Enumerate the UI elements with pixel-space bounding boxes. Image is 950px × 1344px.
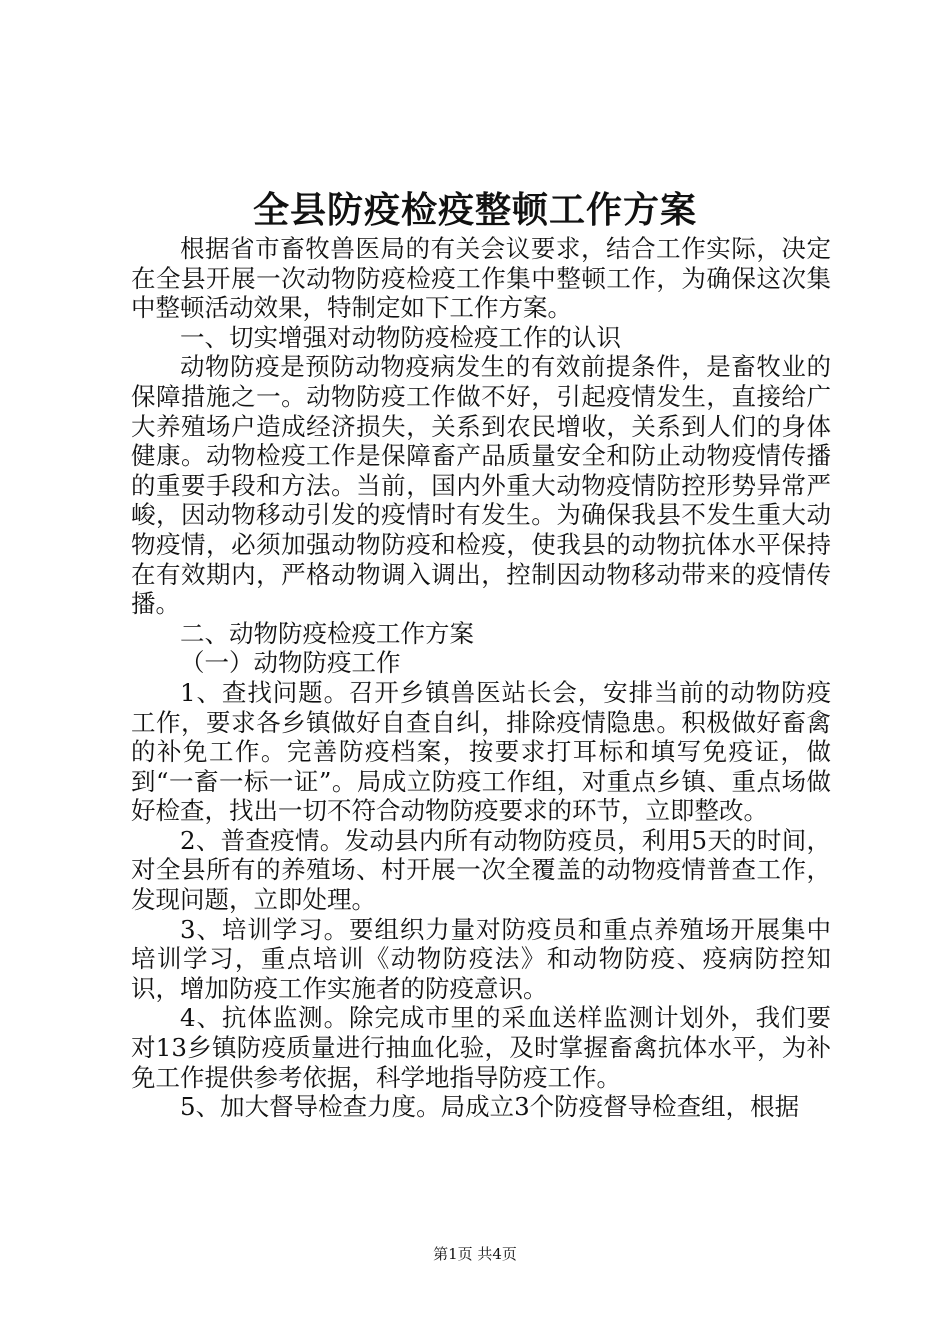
document-title: 全县防疫检疫整顿工作方案 xyxy=(252,189,697,231)
document-body xyxy=(131,234,831,1122)
paragraph-item-5: 5、加大督导检查力度。局成立3个防疫督导检查组，根据 xyxy=(180,1092,800,1122)
heading-subsection-1: （一）动物防疫工作 xyxy=(180,648,401,678)
paragraph-item-1: 1、查找问题。召开乡镇兽医站长会，安排当前的动物防疫工作，要求各乡镇做好自查自纠，排除疫情隐患。积极做好畜禽的补免工作。完善防疫档案，按要求打耳标和填写免疫证，做到“一畜一标一证”。局成立防疫工作组，对重点乡镇、重点场做好检查，找出一切不符合动物防疫要求的环节，立即整改。 xyxy=(131,677,831,826)
heading-section-1: 一、切实增强对动物防疫检疫工作的认识 xyxy=(180,322,621,352)
paragraph-intro: 根据省市畜牧兽医局的有关会议要求，结合工作实际，决定在全县开展一次动物防疫检疫工作集中整顿工作，为确保这次集中整顿活动效果，特制定如下工作方案。 xyxy=(131,234,831,323)
paragraph-item-3: 3、培训学习。要组织力量对防疫员和重点养殖场开展集中培训学习，重点培训《动物防疫法》和动物防疫、疫病防控知识，增加防疫工作实施者的防疫意识。 xyxy=(131,914,831,1003)
paragraph-section-1: 动物防疫是预防动物疫病发生的有效前提条件，是畜牧业的保障措施之一。动物防疫工作做不好，引起疫情发生，直接给广大养殖场户造成经济损失，关系到农民增收，关系到人们的身体健康。动物检疫工作是保障畜产品质量安全和防止动物疫情传播的重要手段和方法。当前，国内外重大动物疫情防控形势异常严峻，因动物移动引发的疫情时有发生。为确保我县不发生重大动物疫情，必须加强动物防疫和检疫，使我县的动物抗体水平保持在有效期内，严格动物调入调出，控制因动物移动带来的疫情传播。 xyxy=(131,352,831,619)
heading-section-2: 二、动物防疫检疫工作方案 xyxy=(180,618,474,648)
page-number-footer: 第1页 共4页 xyxy=(433,1245,517,1263)
paragraph-item-2: 2、普查疫情。发动县内所有动物防疫员，利用5天的时间，对全县所有的养殖场、村开展一次全覆盖的动物疫情普查工作，发现问题，立即处理。 xyxy=(131,825,831,915)
paragraph-item-4: 4、抗体监测。除完成市里的采血送样监测计划外，我们要对13乡镇防疫质量进行抽血化验，及时掌握畜禽抗体水平，为补免工作提供参考依据，科学地指导防疫工作。 xyxy=(131,1003,831,1092)
